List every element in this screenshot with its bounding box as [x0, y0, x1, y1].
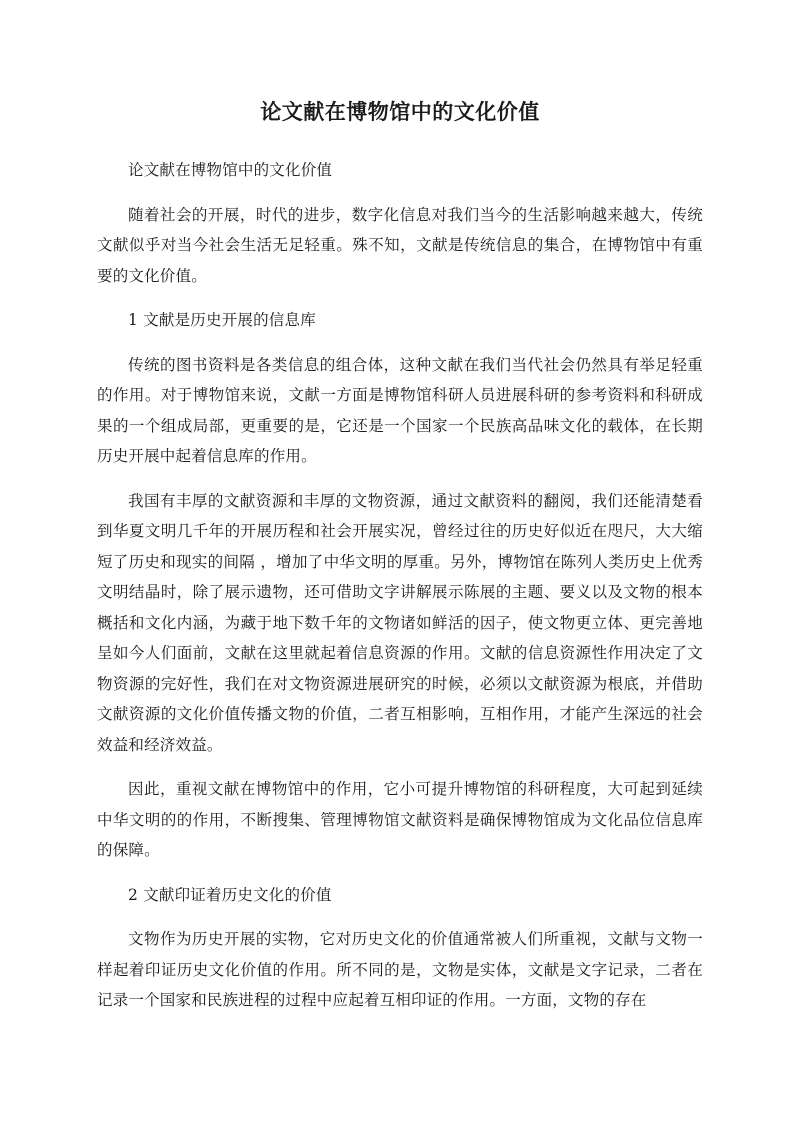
paragraph-intro: 随着社会的开展，时代的进步，数字化信息对我们当今的生活影响越来越大，传统文献似乎对当今社会生活无足轻重。殊不知，文献是传统信息的集合，在博物馆中有重要的文化价值。	[97, 205, 703, 285]
paragraph-subtitle: 论文献在博物馆中的文化价值	[128, 161, 333, 179]
paragraph-section2-a: 文物作为历史开展的实物，它对历史文化的价值通常被人们所重视，文献与文物一样起着印证历史文化价值的作用。所不同的是，文物是实体，文献是文字记录，二者在记录一个国家和民族进程的过程中应起着互相印证的作用。一方面，文物的存在	[97, 930, 703, 1009]
document-body	[97, 155, 703, 1030]
paragraph-section1-c: 因此，重视文献在博物馆中的作用，它小可提升博物馆的科研程度，大可起到延续中华文明的的作用，不断搜集、管理博物馆文献资料是确保博物馆成为文化品位信息库的保障。	[97, 780, 703, 859]
document-title: 论文献在博物馆中的文化价值	[260, 99, 540, 124]
section-heading-1: 1 文献是历史开展的信息库	[128, 311, 316, 329]
paragraph-section1-a: 传统的图书资料是各类信息的组合体，这种文献在我们当代社会仍然具有举足轻重的作用。对于博物馆来说，文献一方面是博物馆科研人员进展科研的参考资料和科研成果的一个组成局部，更重要的是，它还是一个国家一个民族高品味文化的载体，在长期历史开展中起着信息库的作用。	[97, 355, 703, 465]
section-heading-2: 2 文献印证着历史文化的价值	[128, 885, 332, 904]
paragraph-section1-b: 我国有丰厚的文献资源和丰厚的文物资源，通过文献资料的翻阅，我们还能清楚看到华夏文明几千年的开展历程和社会开展实况，曾经过往的历史好似近在咫尺，大大缩短了历史和现实的间隔 ，增加了中华文明的厚重。另外，博物馆在陈列人类历史上优秀文明结晶时，除了展示遗物，还可借助文字讲解展示陈展的主题、要义以及文物的根本概括和文化内涵，为藏于地下数千年的文物诸如鲜活的因子，使文物更立体、更完善地呈如今人们面前，文献在这里就起着信息资源的作用。文献的信息资源性作用决定了文物资源的完好性，我们在对文物资源进展研究的时候，必须以文献资源为根底，并借助文献资源的文化价值传播文物的价值，二者互相影响，互相作用，才能产生深远的社会效益和经济效益。	[97, 491, 703, 754]
